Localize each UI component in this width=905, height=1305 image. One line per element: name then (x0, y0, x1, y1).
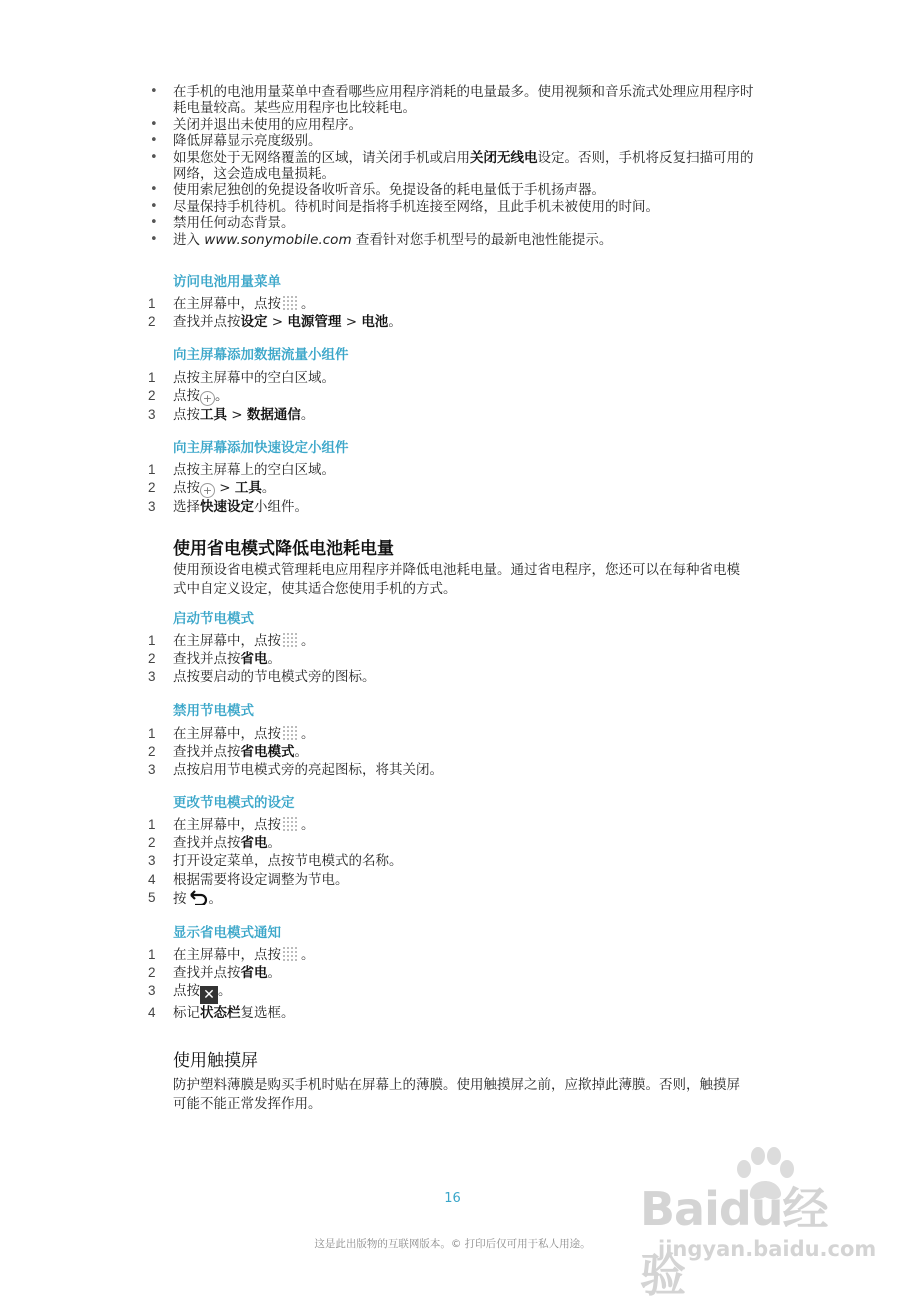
change-mode-steps (148, 816, 748, 908)
step-item: 2 点按 + > 工具。 (148, 480, 276, 498)
enable-mode-heading: 启动节电模式 (173, 611, 254, 627)
list-item: • 如果您处于无网络覆盖的区域，请关闭手机或启用关闭无线电设定。否则，手机将反复扫描可用的网络，这会造成电量损耗。 (150, 150, 760, 183)
step-item: 3 点按 ✕ 。 (148, 983, 232, 1004)
touchscreen-section-title: 使用触摸屏 (173, 1051, 258, 1071)
step-item: 2 查找并点按省电模式。 (148, 744, 308, 761)
app-grid-icon (283, 633, 299, 647)
step-item: 3 点按要启动的节电模式旁的图标。 (148, 669, 376, 686)
step-item: 2 查找并点按省电。 (148, 651, 281, 668)
power-saving-section-title: 使用省电模式降低电池耗电量 (173, 539, 394, 559)
app-grid-icon (283, 817, 299, 831)
battery-menu-heading: 访问电池用量菜单 (173, 274, 281, 290)
footer-note: 这是此出版物的互联网版本。© 打印后仅可用于私人用途。 (314, 1238, 591, 1250)
sony-url-link[interactable]: www.sonymobile.com (204, 231, 352, 248)
step-item: 1 在主屏幕中，点按 。 (148, 947, 315, 963)
step-item: 4 根据需要将设定调整为节电。 (148, 871, 349, 888)
quick-widget-steps (148, 461, 748, 516)
list-item: • 在手机的电池用量菜单中查看哪些应用程序消耗的电量最多。使用视频和音乐流式处理应用程序时耗电量较高。某些应用程序也比较耗电。 (150, 84, 760, 117)
list-item: • 使用索尼独创的免提设备收听音乐。免提设备的耗电量低于手机扬声器。 (150, 182, 760, 198)
data-widget-steps (148, 369, 748, 424)
step-item: 4 标记状态栏复选框。 (148, 1005, 295, 1022)
add-plus-icon: + (200, 391, 215, 406)
step-item: 3 点按工具 > 数据通信。 (148, 407, 315, 424)
list-item: • 降低屏幕显示亮度级别。 (150, 133, 760, 149)
step-item: 1 在主屏幕中，点按 。 (148, 296, 315, 312)
quick-widget-heading: 向主屏幕添加快速设定小组件 (173, 440, 349, 456)
step-item: 1 在主屏幕中，点按 。 (148, 726, 315, 742)
power-saving-paragraph: 使用预设省电模式管理耗电应用程序并降低电池耗电量。通过省电程序，您还可以在每种省电模式中自定义设定，使其适合您使用手机的方式。 (173, 562, 740, 597)
page-number: 16 (444, 1191, 461, 1206)
list-item: • 关闭并退出未使用的应用程序。 (150, 117, 760, 133)
notify-mode-heading: 显示省电模式通知 (173, 925, 281, 941)
step-item: 1 点按主屏幕中的空白区域。 (148, 370, 335, 386)
touchscreen-paragraph: 防护塑料薄膜是购买手机时贴在屏幕上的薄膜。使用触摸屏之前，应揿掉此薄膜。否则，触摸屏可能不能正常发挥作用。 (173, 1077, 740, 1112)
step-item: 2 查找并点按省电。 (148, 835, 281, 852)
list-item: • 进入 www.sonymobile.com 查看针对您手机型号的最新电池性能提示。 (150, 232, 760, 248)
enable-mode-steps (148, 632, 748, 687)
step-item: 3 打开设定菜单，点按节电模式的名称。 (148, 853, 403, 870)
notify-mode-steps (148, 946, 748, 1023)
step-item: 3 选择快速设定小组件。 (148, 499, 308, 516)
change-mode-heading: 更改节电模式的设定 (173, 795, 295, 811)
disable-mode-steps (148, 725, 748, 780)
step-item: 1 在主屏幕中，点按 。 (148, 817, 315, 833)
step-item: 1 点按主屏幕上的空白区域。 (148, 462, 335, 478)
app-grid-icon (283, 947, 299, 961)
baidu-watermark (640, 1145, 877, 1302)
step-item: 2 点按 + 。 (148, 388, 229, 406)
step-item: 3 点按启用节电模式旁的亮起图标，将其关闭。 (148, 762, 443, 779)
watermark-brand: Baidu经验 (640, 1182, 828, 1302)
list-item: • 尽量保持手机待机。待机时间是指将手机连接至网络，且此手机未被使用的时间。 (150, 199, 760, 215)
battery-tips-list (150, 84, 760, 248)
tools-settings-icon: ✕ (200, 986, 218, 1004)
disable-mode-heading: 禁用节电模式 (173, 703, 254, 719)
watermark-url: jingyan.baidu.com (658, 1237, 877, 1261)
app-grid-icon (283, 296, 299, 310)
add-plus-icon: + (200, 483, 215, 498)
battery-menu-steps (148, 295, 748, 331)
app-grid-icon (283, 726, 299, 740)
step-item: 2 查找并点按省电。 (148, 965, 281, 982)
back-arrow-icon (187, 889, 209, 905)
step-item: 1 在主屏幕中，点按 。 (148, 633, 315, 649)
step-item: 5 按 。 (148, 889, 222, 907)
list-item: • 禁用任何动态背景。 (150, 215, 760, 231)
data-widget-heading: 向主屏幕添加数据流量小组件 (173, 347, 349, 363)
step-item: 2 查找并点按设定 > 电源管理 > 电池。 (148, 314, 402, 331)
